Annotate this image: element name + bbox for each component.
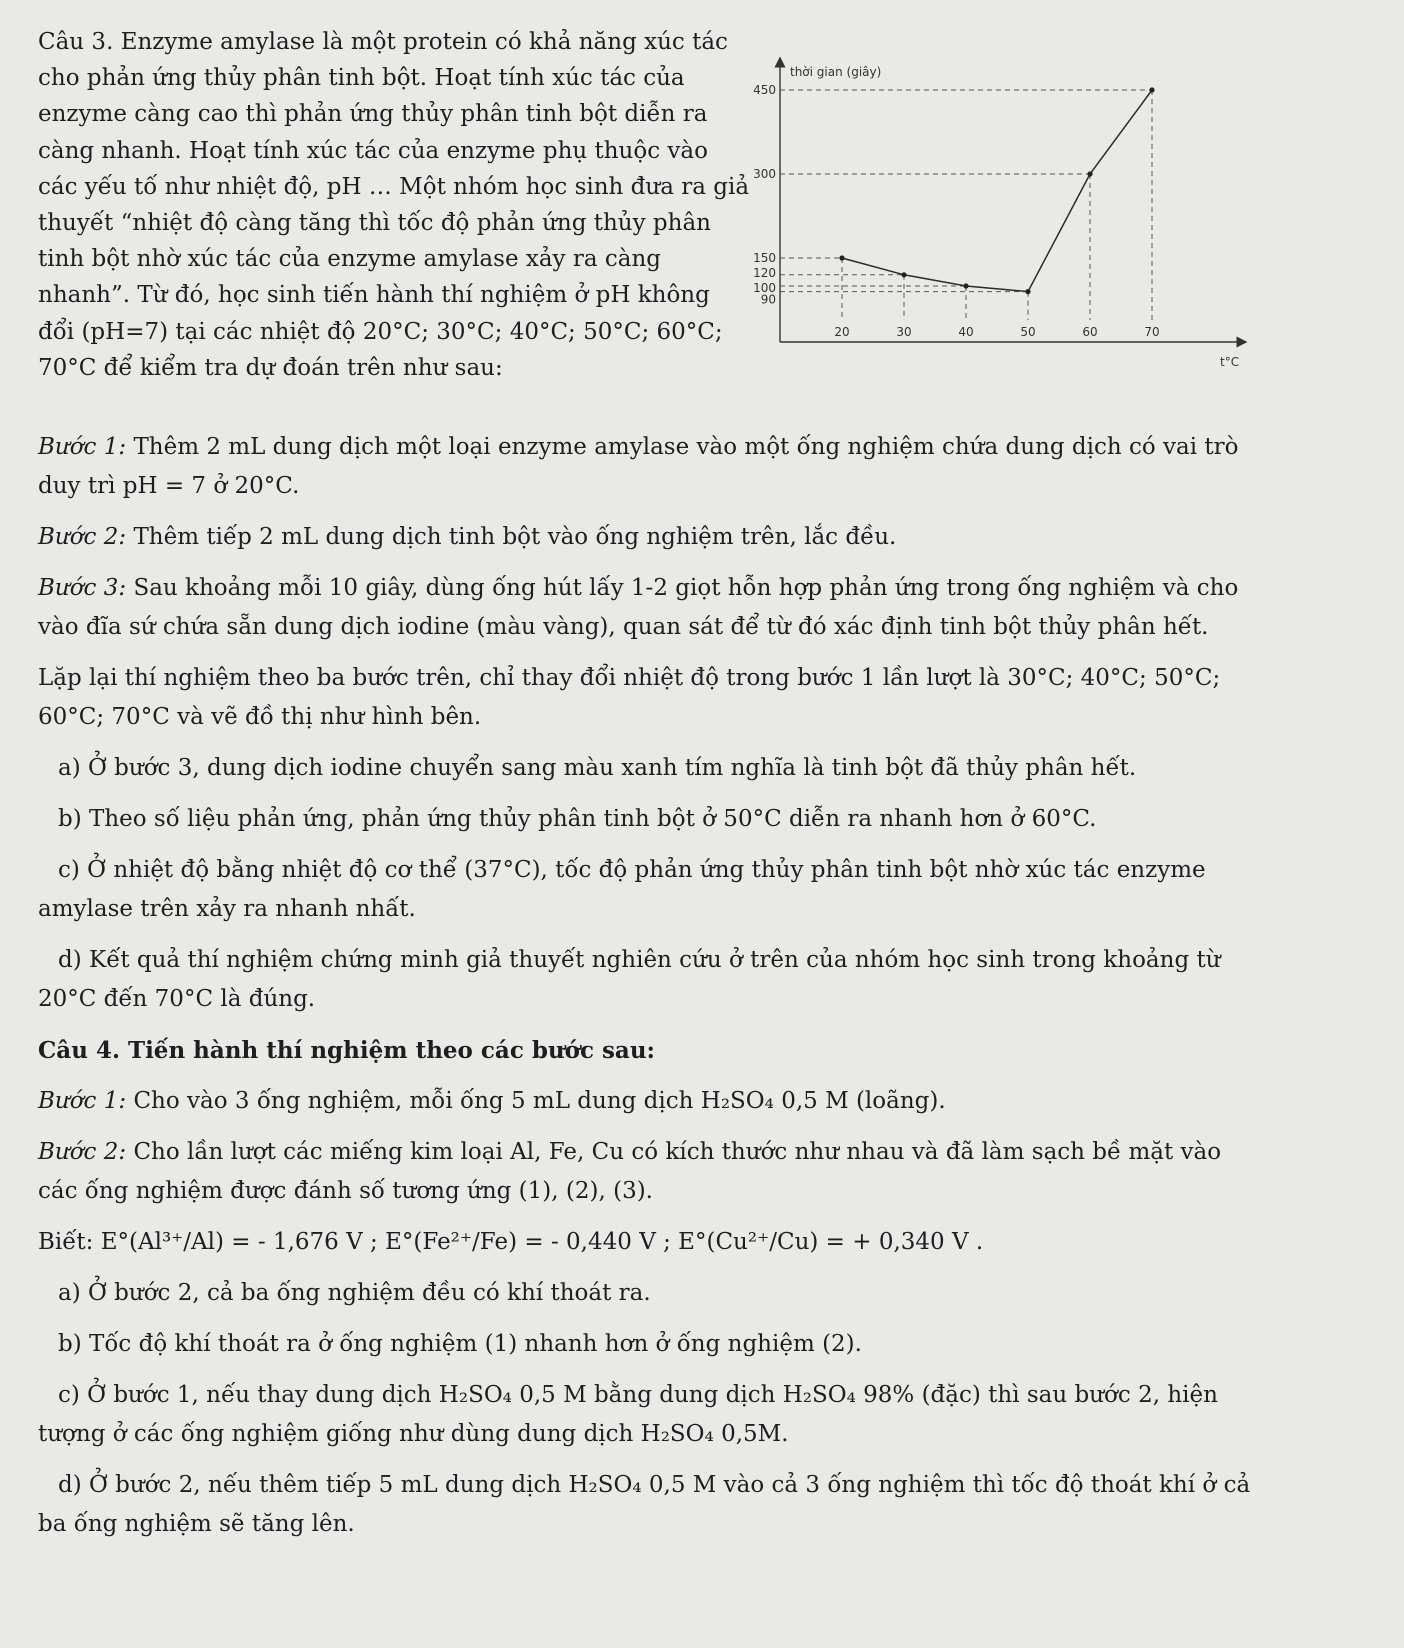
q4-statement-d-line2: ba ống nghiệm sẽ tăng lên. [38, 1511, 355, 1537]
question-3-intro [38, 24, 750, 386]
q3-step3-line2: vào đĩa sứ chứa sẵn dung dịch iodine (màu vàng), quan sát để từ đó xác định tinh bột thủy phân hết. [38, 614, 1209, 640]
q3-repeat-line1: Lặp lại thí nghiệm theo ba bước trên, chỉ thay đổi nhiệt độ trong bước 1 lần lượt là 30°C; 40°C; 50°C; [38, 665, 1221, 691]
question-3-intro-text: Câu 3. Enzyme amylase là một protein có khả năng xúc tác cho phản ứng thủy phân tinh bột. Hoạt tính xúc tác của enzyme càng cao thì phản ứng thủy phân tinh bột diễn ra càng nhanh. Hoạt tính xúc tác của enzyme phụ thuộc vào các yếu tố như nhiệt độ, pH … Một nhóm học sinh đưa ra giả thuyết “nhiệt độ càng tăng thì tốc độ phản ứng thủy phân tinh bột nhờ xúc tác của enzyme amylase xảy ra càng nhanh”. Từ đó, học sinh tiến hành thí nghiệm ở pH không đổi (pH=7) tại các nhiệt độ 20°C; 30°C; 40°C; 50°C; 60°C; 70°C để kiểm tra dự đoán trên như sau: [38, 29, 750, 381]
x-axis-label: t°C [1220, 355, 1240, 369]
data-points [839, 87, 1154, 294]
y-tick-120: 120 [753, 265, 776, 280]
x-tick-50: 50 [1020, 325, 1036, 339]
x-tick-40: 40 [958, 325, 974, 339]
q3-statement-a: a) Ở bước 3, dung dịch iodine chuyển sang màu xanh tím nghĩa là tinh bột đã thủy phân hết. [58, 755, 1137, 781]
data-point-20 [839, 255, 844, 260]
q4-statement-c-line2: tượng ở các ống nghiệm giống như dùng dung dịch H₂SO₄ 0,5M. [38, 1421, 789, 1447]
data-point-40 [963, 283, 968, 288]
y-tick-100: 100 [753, 281, 776, 295]
y-tick-150: 150 [753, 251, 776, 265]
q4-statement-c-line1: c) Ở bước 1, nếu thay dung dịch H₂SO₄ 0,5 M bằng dung dịch H₂SO₄ 98% (đặc) thì sau bước 2, hiện [58, 1382, 1218, 1408]
q3-step2-label: Bước 2: [38, 524, 127, 550]
q3-statement-b: b) Theo số liệu phản ứng, phản ứng thủy phân tinh bột ở 50°C diễn ra nhanh hơn ở 60°C. [58, 806, 1097, 832]
data-point-70 [1149, 87, 1154, 92]
y-tick-labels [753, 83, 776, 307]
q3-statement-d-line2: 20°C đến 70°C là đúng. [38, 986, 316, 1012]
y-tick-450: 450 [753, 83, 776, 97]
series-line [842, 90, 1152, 292]
time-vs-temperature-chart [753, 50, 1260, 370]
q4-title: Câu 4. Tiến hành thí nghiệm theo các bước sau: [38, 1037, 656, 1064]
q4-statement-d-line1: d) Ở bước 2, nếu thêm tiếp 5 mL dung dịch H₂SO₄ 0,5 M vào cả 3 ống nghiệm thì tốc độ thoát khí ở cả [58, 1472, 1251, 1498]
q3-step3-line1: Bước 3: Sau khoảng mỗi 10 giây, dùng ống hút lấy 1-2 giọt hỗn hợp phản ứng trong ống nghiệm và cho [38, 575, 1239, 601]
main-text [38, 428, 1368, 1544]
data-point-50 [1025, 289, 1030, 294]
q3-statement-c-line2: amylase trên xảy ra nhanh nhất. [38, 896, 416, 922]
y-axis-label: thời gian (giây) [790, 65, 882, 79]
q4-step1: Bước 1: Cho vào 3 ống nghiệm, mỗi ống 5 mL dung dịch H₂SO₄ 0,5 M (loãng). [38, 1088, 946, 1114]
q3-statement-d-line1: d) Kết quả thí nghiệm chứng minh giả thuyết nghiên cứu ở trên của nhóm học sinh trong khoảng từ [58, 947, 1221, 973]
q3-repeat-line2: 60°C; 70°C và vẽ đồ thị như hình bên. [38, 704, 482, 730]
x-tick-70: 70 [1144, 325, 1160, 339]
q4-step2-line1: Bước 2: Cho lần lượt các miếng kim loại Al, Fe, Cu có kích thước như nhau và đã làm sạch bề mặt vào [38, 1139, 1222, 1165]
y-tick-90: 90 [760, 292, 776, 307]
q3-step1-line1: Bước 1: Thêm 2 mL dung dịch một loại enzyme amylase vào một ống nghiệm chứa dung dịch có vai trò [38, 434, 1239, 460]
q3-step3-label: Bước 3: [38, 575, 127, 601]
data-point-60 [1087, 171, 1092, 176]
q4-step2-label: Bước 2: [38, 1139, 127, 1165]
q3-step2: Bước 2: Thêm tiếp 2 mL dung dịch tinh bột vào ống nghiệm trên, lắc đều. [38, 524, 897, 550]
q3-step1-label: Bước 1: [38, 434, 127, 460]
x-tick-20: 20 [834, 325, 850, 339]
x-tick-60: 60 [1082, 325, 1098, 339]
x-tick-30: 30 [896, 325, 912, 339]
q4-statement-a: a) Ở bước 2, cả ba ống nghiệm đều có khí thoát ra. [58, 1280, 651, 1306]
q3-step1-line2: duy trì pH = 7 ở 20°C. [38, 473, 300, 499]
q4-step1-label: Bước 1: [38, 1088, 127, 1114]
q4-given-potentials: Biết: E°(Al³⁺/Al) = - 1,676 V ; E°(Fe²⁺/Fe) = - 0,440 V ; E°(Cu²⁺/Cu) = + 0,340 V . [38, 1229, 984, 1255]
y-tick-300: 300 [753, 167, 776, 181]
q3-statement-c-line1: c) Ở nhiệt độ bằng nhiệt độ cơ thể (37°C), tốc độ phản ứng thủy phân tinh bột nhờ xúc tác enzyme [58, 857, 1206, 883]
q4-step2-line2: các ống nghiệm được đánh số tương ứng (1), (2), (3). [38, 1178, 653, 1204]
x-tick-labels [834, 325, 1159, 339]
data-point-30 [901, 272, 906, 277]
q4-statement-b: b) Tốc độ khí thoát ra ở ống nghiệm (1) nhanh hơn ở ống nghiệm (2). [58, 1331, 862, 1357]
